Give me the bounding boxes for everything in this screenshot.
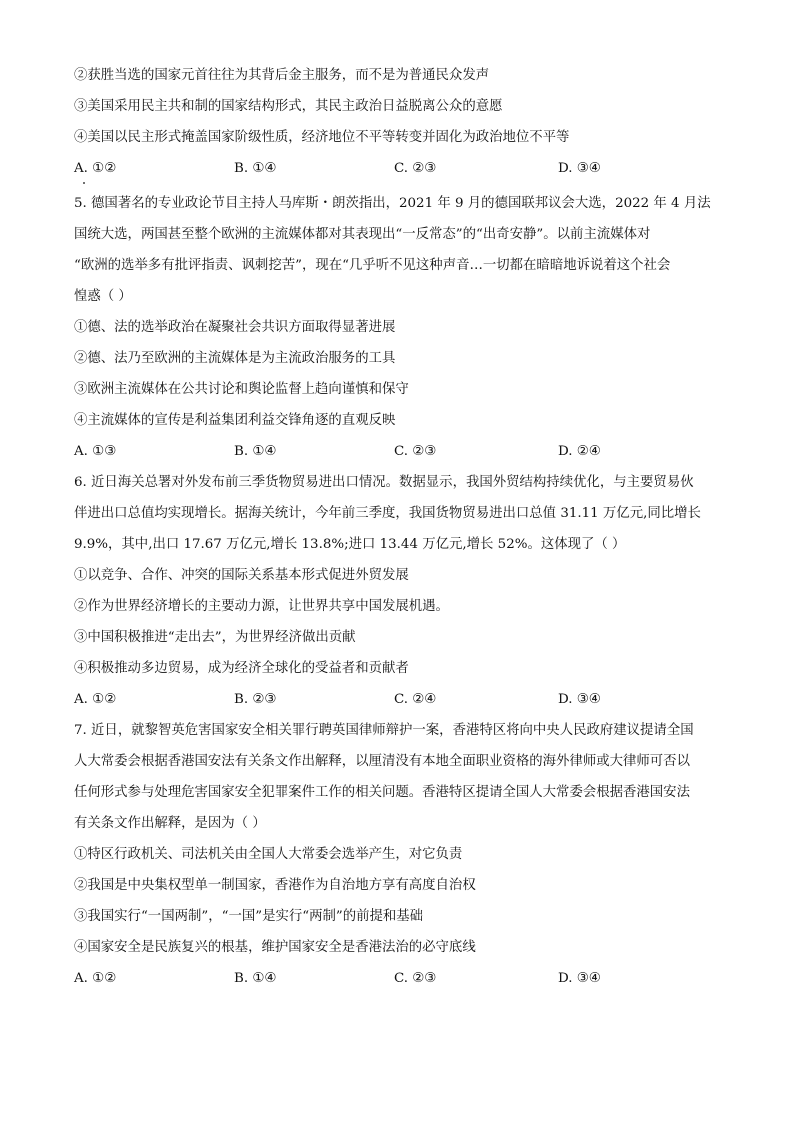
statement: ③美国采用民主共和制的国家结构形式，其民主政治日益脱离公众的意愿 (74, 99, 503, 114)
statement: ④国家安全是民族复兴的根基，维护国家安全是香港法治的必守底线 (74, 940, 476, 955)
statement: ①以竞争、合作、冲突的国际关系基本形式促进外贸发展 (74, 568, 409, 583)
statement: ②获胜当选的国家元首往往为其背后金主服务，而不是为普通民众发声 (74, 68, 490, 83)
statement: ②我国是中央集权型单一制国家，香港作为自治地方享有高度自治权 (74, 878, 476, 893)
statement: ③中国积极推进“走出去”，为世界经济做出贡献 (74, 630, 356, 645)
question-stem: 惶惑（ ） (74, 289, 132, 304)
option-a: A. ①③ (74, 444, 117, 459)
question-6 (74, 467, 734, 715)
scan-speck (83, 182, 85, 184)
option-d: D. ③④ (558, 161, 601, 176)
option-b: B. ①④ (234, 444, 277, 459)
statement: ④美国以民主形式掩盖国家阶级性质，经济地位不平等转变并固化为政治地位不平等 (74, 130, 570, 145)
question-stem: 伴进出口总值均实现增长。据海关统计，今年前三季度，我国货物贸易进出口总值 31.11 万亿元,同比增长 (74, 506, 701, 521)
option-b: B. ②③ (234, 692, 277, 707)
statement: ③欧洲主流媒体在公共讨论和舆论监督上趋向谨慎和保守 (74, 382, 409, 397)
question-stem: 国统大选，两国甚至整个欧洲的主流媒体都对其表现出“一反常态”的“出奇安静”。以前主流媒体对 (74, 227, 651, 242)
statement: ④积极推动多边贸易，成为经济全球化的受益者和贡献者 (74, 661, 409, 676)
answer-options (74, 684, 734, 715)
question-stem: 7. 近日，就黎智英危害国家安全相关罪行聘英国律师辩护一案，香港特区将向中央人民政府建议提请全国 (74, 723, 694, 738)
question-stem: 5. 德国著名的专业政论节目主持人马库斯・朗茨指出，2021 年 9 月的德国联邦议会大选，2022 年 4 月法 (74, 196, 711, 211)
question-stem: 9.9%，其中,出口 17.67 万亿元,增长 13.8%;进口 13.44 万亿元,增长 52%。这体现了（ ） (74, 537, 626, 552)
statement: ①特区行政机关、司法机关由全国人大常委会选举产生，对它负责 (74, 847, 463, 862)
question-stem: 有关条文作出解释，是因为（ ） (74, 816, 266, 831)
statement: ①德、法的选举政治在凝聚社会共识方面取得显著进展 (74, 320, 396, 335)
option-d: D. ③④ (558, 692, 601, 707)
option-c: C. ②③ (394, 161, 437, 176)
question-4 (74, 60, 734, 184)
statement: ②作为世界经济增长的主要动力源，让世界共享中国发展机遇。 (74, 599, 449, 614)
question-7 (74, 715, 734, 994)
question-stem: “欧洲的选举多有批评指责、讽刺挖苦”，现在“几乎听不见这种声音…一切都在暗暗地诉说着这个社会 (74, 258, 671, 273)
question-stem: 6. 近日海关总署对外发布前三季货物贸易进出口情况。数据显示，我国外贸结构持续优化，与主要贸易伙 (74, 475, 694, 490)
answer-options (74, 153, 734, 184)
answer-options (74, 436, 734, 467)
question-stem: 任何形式参与处理危害国家安全犯罪案件工作的相关问题。香港特区提请全国人大常委会根据香港国安法 (74, 785, 690, 800)
option-a: A. ①② (74, 692, 117, 707)
question-5 (74, 188, 734, 467)
option-b: B. ①④ (234, 161, 277, 176)
option-c: C. ②③ (394, 971, 437, 986)
statement: ④主流媒体的宣传是利益集团利益交锋角逐的直观反映 (74, 413, 396, 428)
answer-options (74, 963, 734, 994)
option-a: A. ①② (74, 161, 117, 176)
option-b: B. ①④ (234, 971, 277, 986)
statement: ③我国实行“一国两制”，“一国”是实行“两制”的前提和基础 (74, 909, 424, 924)
option-c: C. ②④ (394, 692, 437, 707)
option-a: A. ①② (74, 971, 117, 986)
option-c: C. ②③ (394, 444, 437, 459)
exam-page (74, 60, 734, 994)
question-stem: 人大常委会根据香港国安法有关条文作出解释，以厘清没有本地全面职业资格的海外律师或大律师可否以 (74, 754, 690, 769)
option-d: D. ②④ (558, 444, 601, 459)
option-d: D. ③④ (558, 971, 601, 986)
statement: ②德、法乃至欧洲的主流媒体是为主流政治服务的工具 (74, 351, 396, 366)
